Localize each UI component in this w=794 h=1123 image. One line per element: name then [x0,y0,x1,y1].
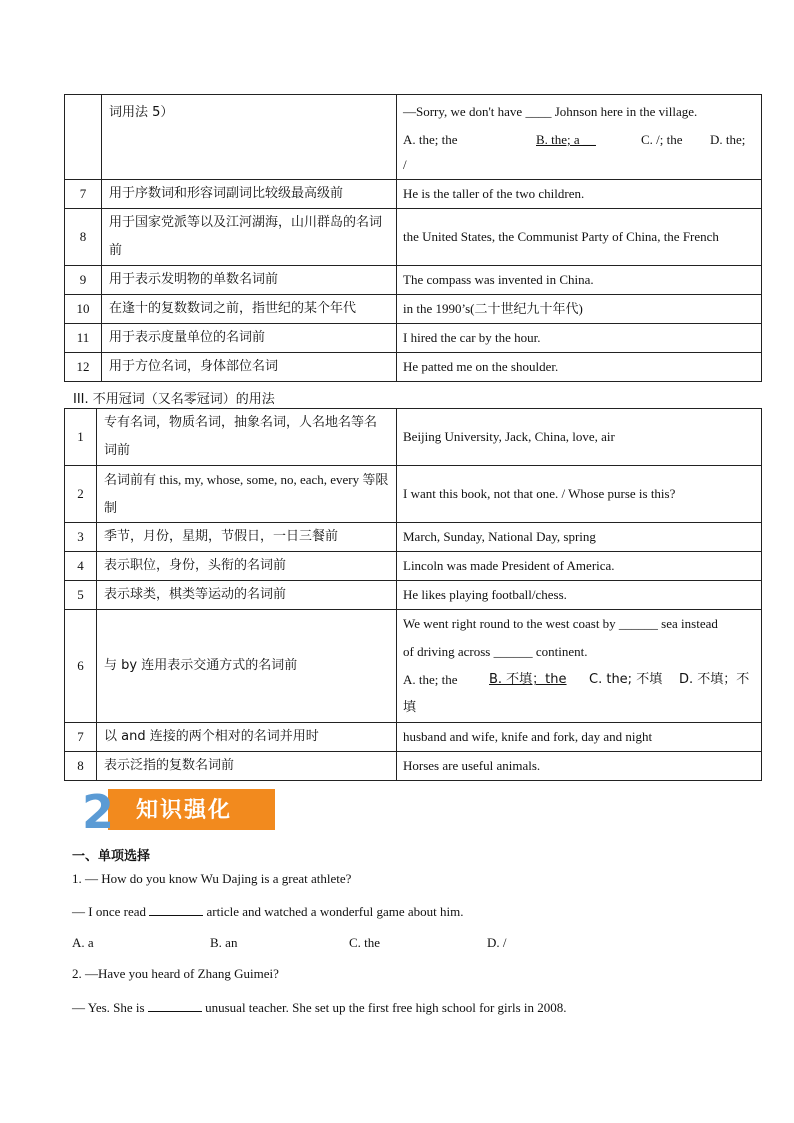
question-text: — I once read [72,904,146,919]
example-cell: He patted me on the shoulder. [397,353,762,382]
row-number: 9 [65,266,102,295]
table-row [65,581,762,610]
table-row [65,752,762,781]
option-d: D. 不填；不 [679,672,750,687]
banner-title: 知识强化 [136,797,233,823]
zero-article-usage-table [64,408,762,781]
options-tail: / [403,157,407,172]
example-cell: I hired the car by the hour. [397,324,762,353]
options-line [403,666,755,694]
rule-cell: 用于方位名词，身体部位名词 [102,353,397,382]
rule-cell: 词用法 5） [102,95,397,180]
row-number: 7 [65,723,97,752]
question-1-prompt: 1. — How do you know Wu Dajing is a great athlete? [72,871,352,886]
table-row [65,523,762,552]
example-cell: The compass was invented in China. [397,266,762,295]
table-row [65,723,762,752]
rule-cell: 用于表示度量单位的名词前 [102,324,397,353]
banner-number: 2 [82,785,115,839]
options-tail: 填 [403,700,417,715]
rule-cell: 名词前有 this, my, whose, some, no, each, every 等限制 [97,466,397,523]
example-line: of driving across ______ continent. [403,644,588,659]
option-c: C. the; 不填 [589,672,663,687]
table-row [65,552,762,581]
table-row [65,409,762,466]
option-c: C. /; the [641,132,683,147]
rule-cell: 用于国家党派等以及江河湖海，山川群岛的名词前 [102,209,397,266]
question-text: — Yes. She is [72,1000,145,1015]
row-number: 11 [65,324,102,353]
option-b: B. the; a __ [536,132,596,147]
row-number: 3 [65,523,97,552]
example-text: —Sorry, we don't have ____ Johnson here in the village. [403,104,698,119]
table-row [65,353,762,382]
row-number [65,95,102,180]
table-row [65,610,762,723]
example-cell: Beijing University, Jack, China, love, air [397,409,762,466]
example-cell: March, Sunday, National Day, spring [397,523,762,552]
table-row [65,466,762,523]
row-number: 8 [65,752,97,781]
row-number: 5 [65,581,97,610]
option-a: A. the; the [403,132,458,147]
table-row [65,324,762,353]
question-text: article and watched a wonderful game about him. [206,904,464,919]
row-number: 1 [65,409,97,466]
table-row [65,180,762,209]
table-row [65,209,762,266]
rule-cell: 以 and 连接的两个相对的名词并用时 [97,723,397,752]
article-usage-table-continued [64,94,762,382]
example-cell: He is the taller of the two children. [397,180,762,209]
option-a[interactable]: A. a [72,935,94,950]
example-line: We went right round to the west coast by ______ sea instead [403,616,718,631]
table-row [65,295,762,324]
table-row [65,95,762,180]
rule-cell: 表示职位，身份，头衔的名词前 [97,552,397,581]
rule-cell: 表示球类，棋类等运动的名词前 [97,581,397,610]
option-d[interactable]: D. / [487,935,507,950]
question-1-line2 [72,903,464,920]
rule-cell: 季节，月份，星期，节假日，一日三餐前 [97,523,397,552]
question-text: unusual teacher. She set up the first free high school for girls in 2008. [205,1000,567,1015]
rule-cell: 在逢十的复数数词之前，指世纪的某个年代 [102,295,397,324]
table-row [65,266,762,295]
rule-cell: 与 by 连用表示交通方式的名词前 [97,610,397,723]
row-number: 10 [65,295,102,324]
row-number: 8 [65,209,102,266]
option-a: A. the; the [403,672,458,687]
banner-box [108,789,275,830]
example-cell: He likes playing football/chess. [397,581,762,610]
example-cell: Lincoln was made President of America. [397,552,762,581]
section-heading: III. 不用冠词（又名零冠词）的用法 [73,392,275,407]
option-d: D. the; [710,132,746,147]
row-number: 12 [65,353,102,382]
example-cell: I want this book, not that one. / Whose purse is this? [397,466,762,523]
rule-cell: 用于表示发明物的单数名词前 [102,266,397,295]
option-b: B. 不填；the [489,672,567,687]
question-2-line2 [72,999,567,1016]
example-cell: in the 1990’s(二十世纪九十年代) [397,295,762,324]
option-c[interactable]: C. the [349,935,381,950]
answer-blank[interactable] [149,903,203,916]
options-line [403,126,755,154]
row-number: 4 [65,552,97,581]
section-banner [82,785,282,839]
row-number: 2 [65,466,97,523]
example-cell: the United States, the Communist Party of China, the French [397,209,762,266]
row-number: 6 [65,610,97,723]
rule-cell: 用于序数词和形容词副词比较级最高级前 [102,180,397,209]
rule-cell: 专有名词，物质名词，抽象名词，人名地名等名词前 [97,409,397,466]
question-2-prompt: 2. —Have you heard of Zhang Guimei? [72,966,279,981]
rule-cell: 表示泛指的复数名词前 [97,752,397,781]
example-cell: husband and wife, knife and fork, day and night [397,723,762,752]
option-b[interactable]: B. an [210,935,238,950]
example-cell: Horses are useful animals. [397,752,762,781]
answer-blank[interactable] [148,999,202,1012]
exercise-heading: 一、单项选择 [72,849,151,864]
row-number: 7 [65,180,102,209]
